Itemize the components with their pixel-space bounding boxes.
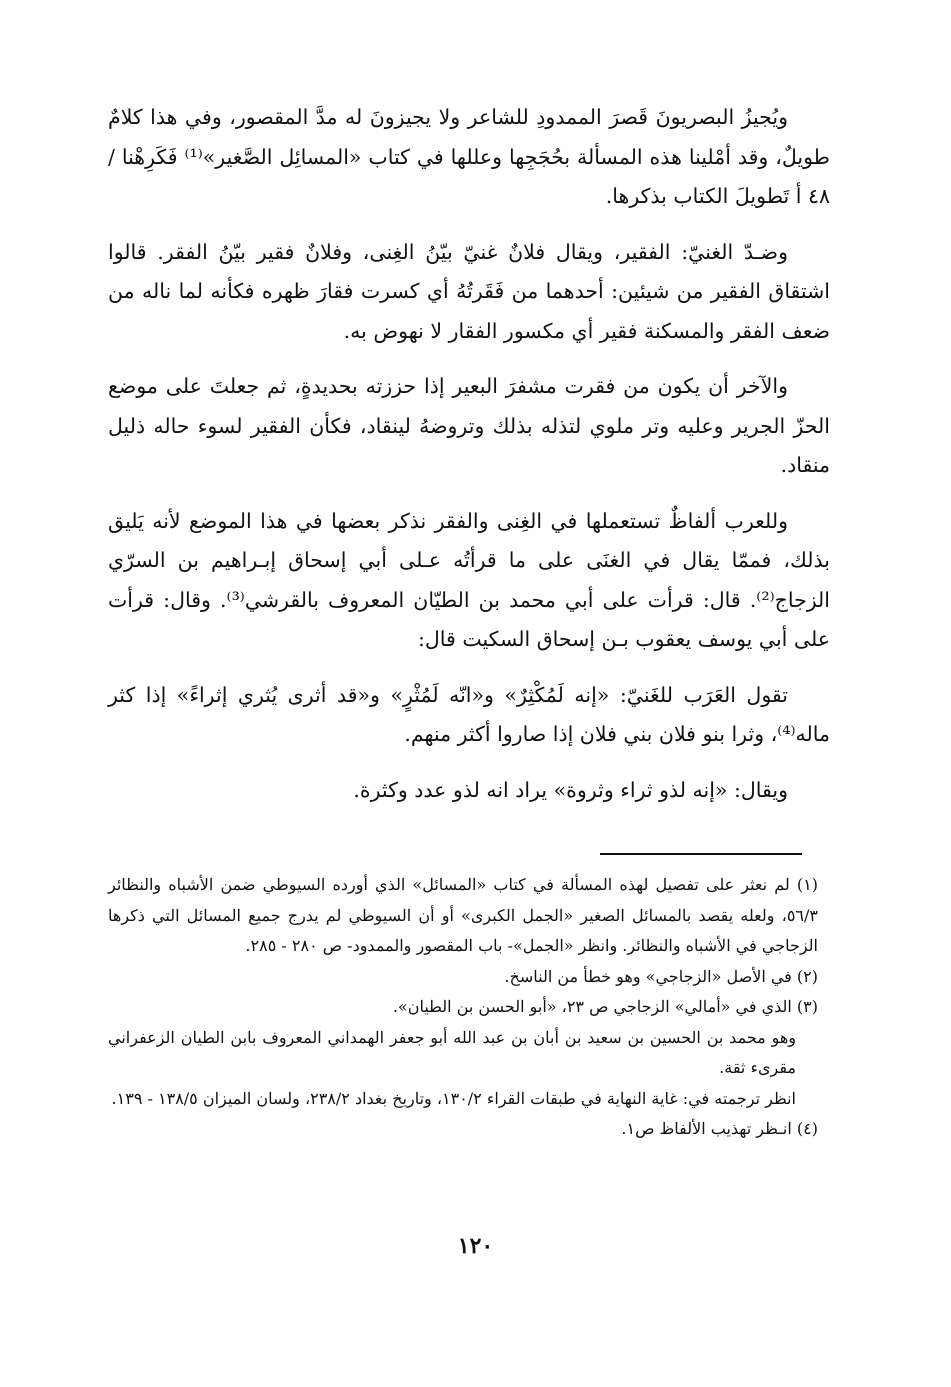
footnote-4: (٤) انـظر تهذيب الألفاظ ص١.	[621, 1119, 818, 1138]
footnote-3-continuation: انظر ترجمته في: غاية النهاية في طبقات القراء ١٣٠/٢، وتاريخ بغداد ٢٣٨/٢، ولسان الميزان ١٣٨/٥ - ١٣٩.	[111, 1088, 796, 1108]
paragraph: وللعرب ألفاظٌ تستعملها في الغِنى والفقر نذكر بعضها في هذا الموضع لأنه يَليق بذلك، فممّا يقال في الغنَى على ما قرأتُه عـلى أبي إسحاق إبـراهيم بن السرّي الزجاج⁽²⁾. قال: قرأت على أبي محمد بن الطيّان المعروف بالقرشي⁽³⁾. وقال: قرأت على أبي يوسف يعقوب بـن إسحاق السكيت قال:	[108, 508, 831, 651]
footnote-3: (٣) الذي في «أمالي» الزجاجي ص ٢٣، «أبو الحسن بن الطيان».	[392, 997, 818, 1016]
footnote-separator	[600, 853, 802, 855]
paragraph: ويقال: «إنه لذو ثراء وثروة» يراد انه لذو عدد وكثرة.	[353, 777, 788, 802]
footnote-1: (١) لم نعثر على تفصيل لهذه المسألة في كتاب «المسائل» الذي أورده السيوطي ضمن الأشباه والنظائر ٥٦/٣، ولعله يقصد بالمسائل الصغير «الجمل الكبرى» أو أن السيوطي لم يدرج جميع المسائل التي ذكرها الزجاجي في الأشباه والنظائر. وانظر «الجمل»- باب المقصور والممدود- ص ٢٨٠ - ٢٨٥.	[108, 875, 818, 955]
paragraph: وضـدّ الغنيّ: الفقير، ويقال فلانٌ غنيّ بيّنُ الغِنى، وفلانٌ فقير بيّنُ الفقر. قالوا اشتقاق الفقير من شيئين: أحدهما من فَقَرتُهُ أي كسرت فقارَ ظهره فكأنه لما ناله من ضعف الفقر والمسكنة فقير أي مكسور الفقار لا نهوض به.	[108, 239, 830, 343]
footnote-3-continuation: وهو محمد بن الحسين بن سعيد بن أبان بن عبد الله أبو جعفر الهمداني المعروف بابن الطيان الزعفراني مقرىء ثقة.	[108, 1027, 796, 1077]
paragraph: تقول العَرَب للغَنيّ: «إنه لَمُكْثِرٌ» و«انّه لَمُثْرٍ» و«قد أثرى يُثري إثراءً» إذا كثر ماله⁽⁴⁾، وثرا بنو فلان بني فلان إذا صاروا أكثر منهم.	[108, 682, 830, 746]
paragraph: والآخر أن يكون من فقرت مشفرَ البعير إذا حززته بحديدةٍ، ثم جعلتَ على موضع الحزّ الجرير وعليه وتر ملوي لتذله بذلك وتروضهُ لينقاد، فكأن الفقير لسوء حاله ذليل منقاد.	[108, 374, 830, 477]
footnotes	[108, 870, 818, 1145]
page-number: ١٢٠	[457, 1233, 494, 1259]
paragraph: ويُجيزُ البصريونَ قَصرَ الممدودِ للشاعر ولا يجيزونَ له مدَّ المقصور، وفي هذا كلامٌ طويلٌ، وقد أمْلينا هذه المسألة بحُجَجِها وعللها في كتاب «المسائِل الصَّغير»⁽¹⁾ فَكَرِهْنا /٤٨ أ تَطويلَ الكتاب بذكرها.	[108, 105, 830, 208]
main-text	[108, 98, 830, 826]
footnote-2: (٢) في الأصل «الزجاجي» وهو خطأ من الناسخ.	[504, 966, 818, 986]
